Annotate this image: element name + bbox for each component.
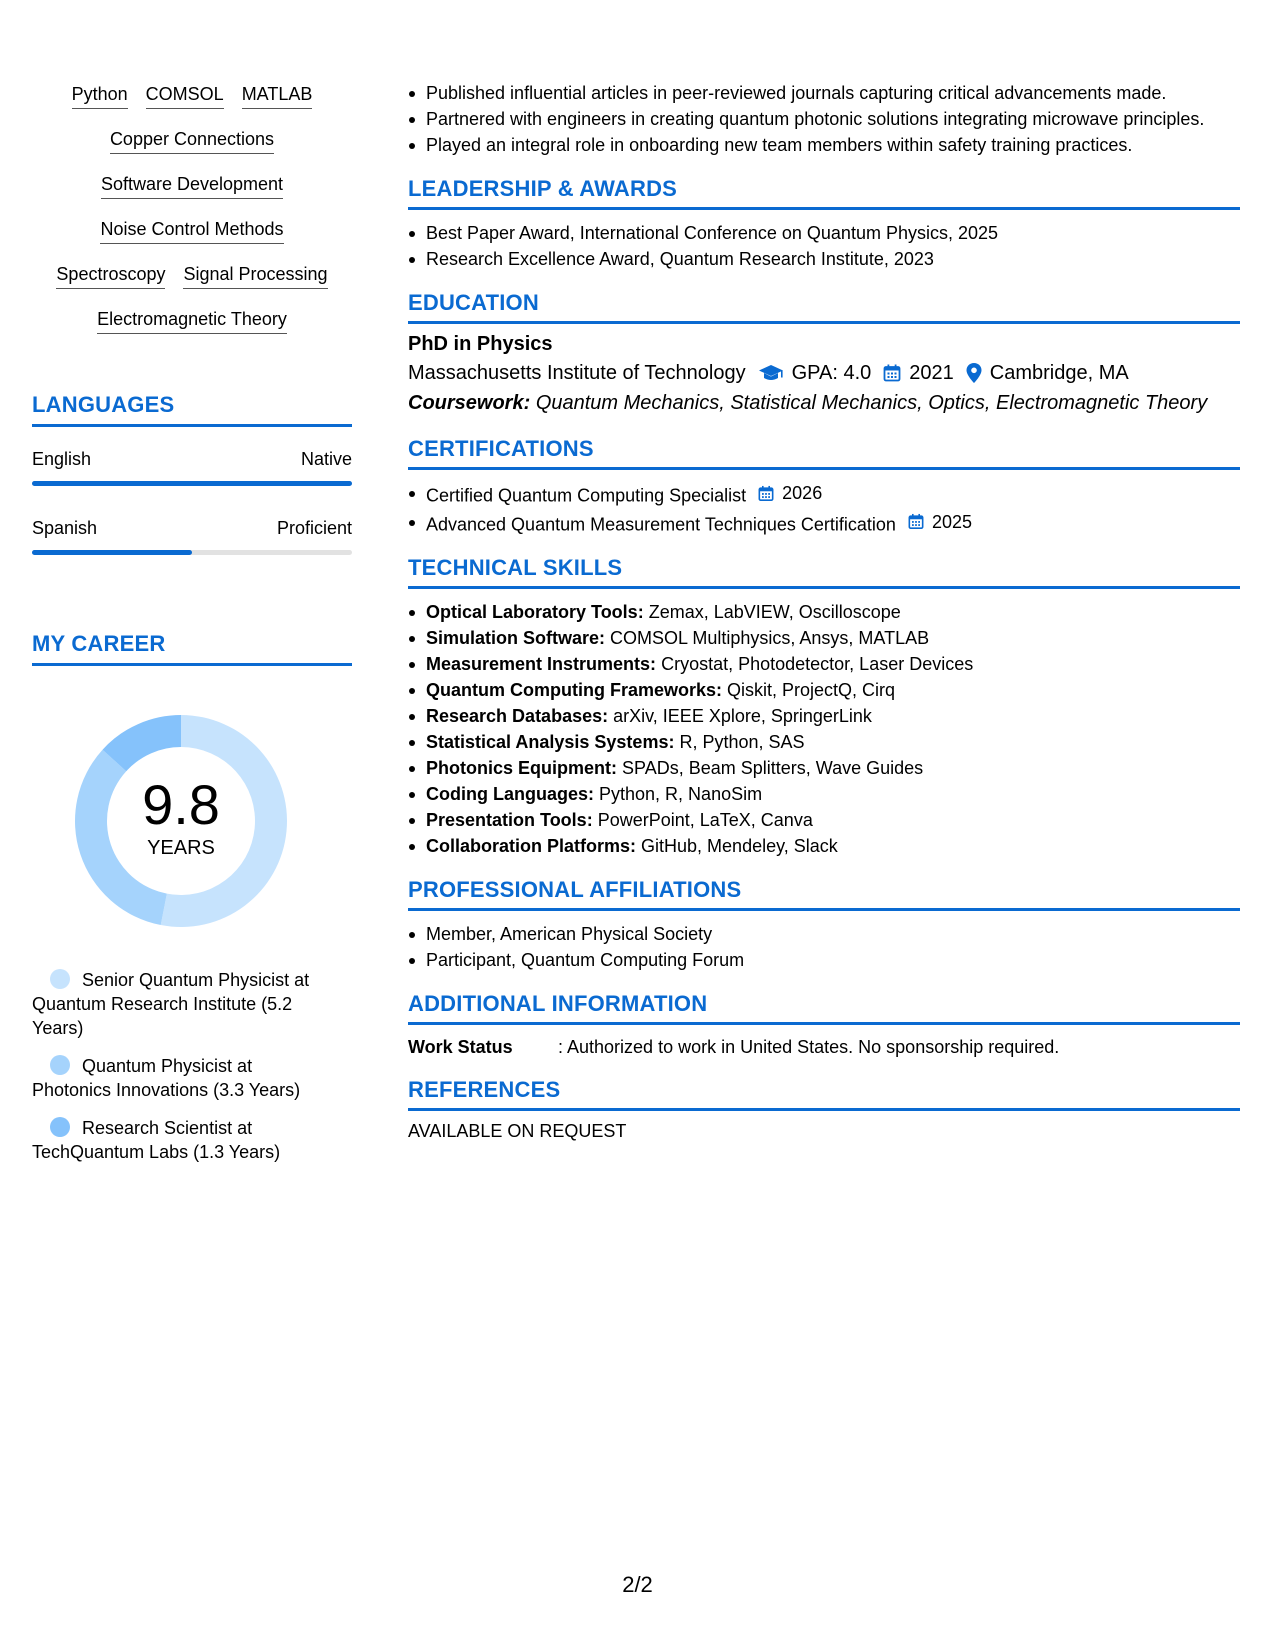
- technical-skill-label: Collaboration Platforms:: [426, 836, 637, 856]
- school-name: Massachusetts Institute of Technology: [408, 362, 746, 384]
- experience-bullets: [408, 80, 1240, 158]
- technical-skill-value: COMSOL Multiphysics, Ansys, MATLAB: [610, 628, 930, 648]
- career-legend-text: Senior Quantum Physicist at Quantum Research Institute (5.2 Years): [32, 970, 310, 1038]
- skill-tag: Signal Processing: [183, 264, 327, 289]
- legend-dot: [50, 1055, 70, 1075]
- additional-info-section: [408, 991, 1240, 1059]
- certification-year: 2026: [782, 483, 823, 503]
- technical-skill-label: Simulation Software:: [426, 628, 606, 648]
- technical-skill-item: [408, 625, 1240, 651]
- languages-section: [32, 392, 352, 555]
- degree: PhD in Physics: [408, 333, 553, 355]
- leadership-section: [408, 176, 1240, 272]
- technical-skill-label: Coding Languages:: [426, 784, 594, 804]
- skill-tag: Python: [72, 84, 128, 109]
- skill-tag-row: [100, 219, 283, 264]
- references-text: AVAILABLE ON REQUEST: [408, 1121, 627, 1141]
- legend-dot: [50, 1117, 70, 1137]
- language-level: Proficient: [276, 518, 352, 538]
- additional-info-title: ADDITIONAL INFORMATION: [408, 991, 708, 1016]
- gpa: GPA: 4.0: [791, 362, 872, 384]
- technical-skill-value: SPADs, Beam Splitters, Wave Guides: [622, 758, 924, 778]
- career-legend-text: Quantum Physicist at Photonics Innovations (3.3 Years): [32, 1056, 301, 1100]
- career-legend-text: Research Scientist at TechQuantum Labs (1.3 Years): [32, 1118, 281, 1162]
- section-rule: [32, 663, 352, 666]
- career-section: [32, 631, 352, 1164]
- references-title: REFERENCES: [408, 1077, 561, 1102]
- technical-skill-value: Python, R, NanoSim: [599, 784, 763, 804]
- school-location: Cambridge, MA: [989, 362, 1129, 384]
- leadership-title: LEADERSHIP & AWARDS: [408, 176, 678, 201]
- coursework: [408, 388, 1240, 418]
- language-bar: [32, 481, 352, 486]
- coursework-label: Coursework:: [408, 392, 531, 414]
- technical-skill-value: arXiv, IEEE Xplore, SpringerLink: [613, 706, 872, 726]
- technical-skill-item: [408, 781, 1240, 807]
- page-number: 2/2: [622, 1572, 653, 1597]
- calendar-icon: [908, 513, 928, 530]
- certifications-section: [408, 436, 1240, 537]
- technical-skill-item: [408, 651, 1240, 677]
- technical-skill-item: [408, 599, 1240, 625]
- skill-tag-row: [97, 309, 287, 354]
- technical-skill-label: Measurement Instruments:: [426, 654, 657, 674]
- certifications-title: CERTIFICATIONS: [408, 436, 594, 461]
- section-rule: [408, 586, 1240, 589]
- language-name: Spanish: [32, 518, 98, 538]
- experience-bullet: Partnered with engineers in creating quantum photonic solutions integrating microwave principles.: [408, 106, 1240, 132]
- experience-bullet: Played an integral role in onboarding new team members within safety training practices.: [408, 132, 1240, 158]
- award-item: Research Excellence Award, Quantum Research Institute, 2023: [408, 246, 1240, 272]
- technical-skill-item: [408, 755, 1240, 781]
- affiliations-title: PROFESSIONAL AFFILIATIONS: [408, 877, 742, 902]
- skill-tag: Electromagnetic Theory: [97, 309, 287, 334]
- section-rule: [32, 424, 352, 427]
- technical-skill-label: Optical Laboratory Tools:: [426, 602, 644, 622]
- career-title: MY CAREER: [32, 631, 166, 656]
- language-item-english: [32, 449, 352, 486]
- career-legend-item: [32, 968, 322, 1040]
- career-legend: [32, 968, 322, 1164]
- technical-skill-item: [408, 833, 1240, 859]
- technical-skill-item: [408, 807, 1240, 833]
- section-rule: [408, 1108, 1240, 1111]
- education-section: [408, 290, 1240, 418]
- technical-skill-value: R, Python, SAS: [679, 732, 805, 752]
- technical-skill-value: Qiskit, ProjectQ, Cirq: [727, 680, 896, 700]
- technical-skill-label: Photonics Equipment:: [426, 758, 617, 778]
- skill-tag: Software Development: [101, 174, 283, 199]
- skill-tag-row: [56, 264, 327, 309]
- legend-dot: [50, 969, 70, 989]
- career-years-unit: YEARS: [147, 836, 215, 859]
- skill-tag: Spectroscopy: [56, 264, 165, 289]
- section-rule: [408, 467, 1240, 470]
- career-total-years: 9.8: [142, 772, 220, 836]
- calendar-icon: [883, 364, 901, 382]
- calendar-icon: [758, 485, 778, 502]
- affiliation-item: Member, American Physical Society: [408, 921, 1240, 947]
- technical-skill-label: Statistical Analysis Systems:: [426, 732, 675, 752]
- section-rule: [408, 908, 1240, 911]
- donut-center: [66, 706, 296, 936]
- award-item: Best Paper Award, International Conference on Quantum Physics, 2025: [408, 220, 1240, 246]
- certifications-list: [408, 480, 1240, 537]
- section-rule: [408, 207, 1240, 210]
- work-status-value: : Authorized to work in United States. No sponsorship required.: [558, 1037, 1060, 1057]
- work-status-row: [408, 1035, 1240, 1059]
- certification-year: 2025: [931, 511, 972, 532]
- skill-tag: Copper Connections: [110, 129, 274, 154]
- technical-skills-title: TECHNICAL SKILLS: [408, 555, 623, 580]
- skill-tag-row: [72, 84, 313, 129]
- certification-item: [408, 480, 1240, 509]
- technical-skill-value: PowerPoint, LaTeX, Canva: [597, 810, 813, 830]
- technical-skill-value: Zemax, LabVIEW, Oscilloscope: [648, 602, 901, 622]
- technical-skill-label: Research Databases:: [426, 706, 609, 726]
- certification-item: [408, 509, 1240, 538]
- skill-tag: COMSOL: [146, 84, 224, 109]
- languages-title: LANGUAGES: [32, 392, 175, 417]
- technical-skill-label: Presentation Tools:: [426, 810, 593, 830]
- affiliation-item: Participant, Quantum Computing Forum: [408, 947, 1240, 973]
- certification-name: Certified Quantum Computing Specialist: [426, 485, 747, 506]
- technical-skill-label: Quantum Computing Frameworks:: [426, 680, 723, 700]
- education-title: EDUCATION: [408, 290, 539, 315]
- right-column: [408, 80, 1240, 1142]
- references-section: [408, 1077, 1240, 1142]
- language-item-spanish: [32, 518, 352, 555]
- language-level: Native: [300, 449, 352, 469]
- coursework-list: Quantum Mechanics, Statistical Mechanics, Optics, Electromagnetic Theory: [535, 392, 1208, 414]
- experience-bullet: Published influential articles in peer-reviewed journals capturing critical advancements made.: [408, 80, 1240, 106]
- technical-skills-list: [408, 599, 1240, 859]
- technical-skill-item: [408, 729, 1240, 755]
- technical-skill-item: [408, 703, 1240, 729]
- graduation-cap-icon: [758, 363, 784, 383]
- location-pin-icon: [966, 363, 982, 383]
- language-bar-fill: [32, 550, 192, 555]
- technical-skill-value: Cryostat, Photodetector, Laser Devices: [661, 654, 974, 674]
- certification-name: Advanced Quantum Measurement Techniques Certification: [426, 514, 896, 534]
- language-bar: [32, 550, 352, 555]
- career-legend-item: [32, 1116, 322, 1164]
- section-rule: [408, 1022, 1240, 1025]
- career-donut-chart: [66, 706, 296, 936]
- work-status-label: Work Status: [408, 1037, 513, 1057]
- skill-tag-row: [101, 174, 283, 219]
- education-details: [408, 358, 1240, 388]
- skill-tag: MATLAB: [242, 84, 313, 109]
- language-name: English: [32, 449, 92, 469]
- skill-tag: Noise Control Methods: [100, 219, 283, 244]
- technical-skill-item: [408, 677, 1240, 703]
- left-column: [32, 84, 352, 1178]
- skill-tags: [32, 84, 352, 354]
- language-bar-fill: [32, 481, 352, 486]
- section-rule: [408, 321, 1240, 324]
- graduation-year: 2021: [909, 362, 954, 384]
- technical-skills-section: [408, 555, 1240, 859]
- affiliations-section: [408, 877, 1240, 973]
- skill-tag-row: [110, 129, 274, 174]
- technical-skill-value: GitHub, Mendeley, Slack: [641, 836, 838, 856]
- career-legend-item: [32, 1054, 322, 1102]
